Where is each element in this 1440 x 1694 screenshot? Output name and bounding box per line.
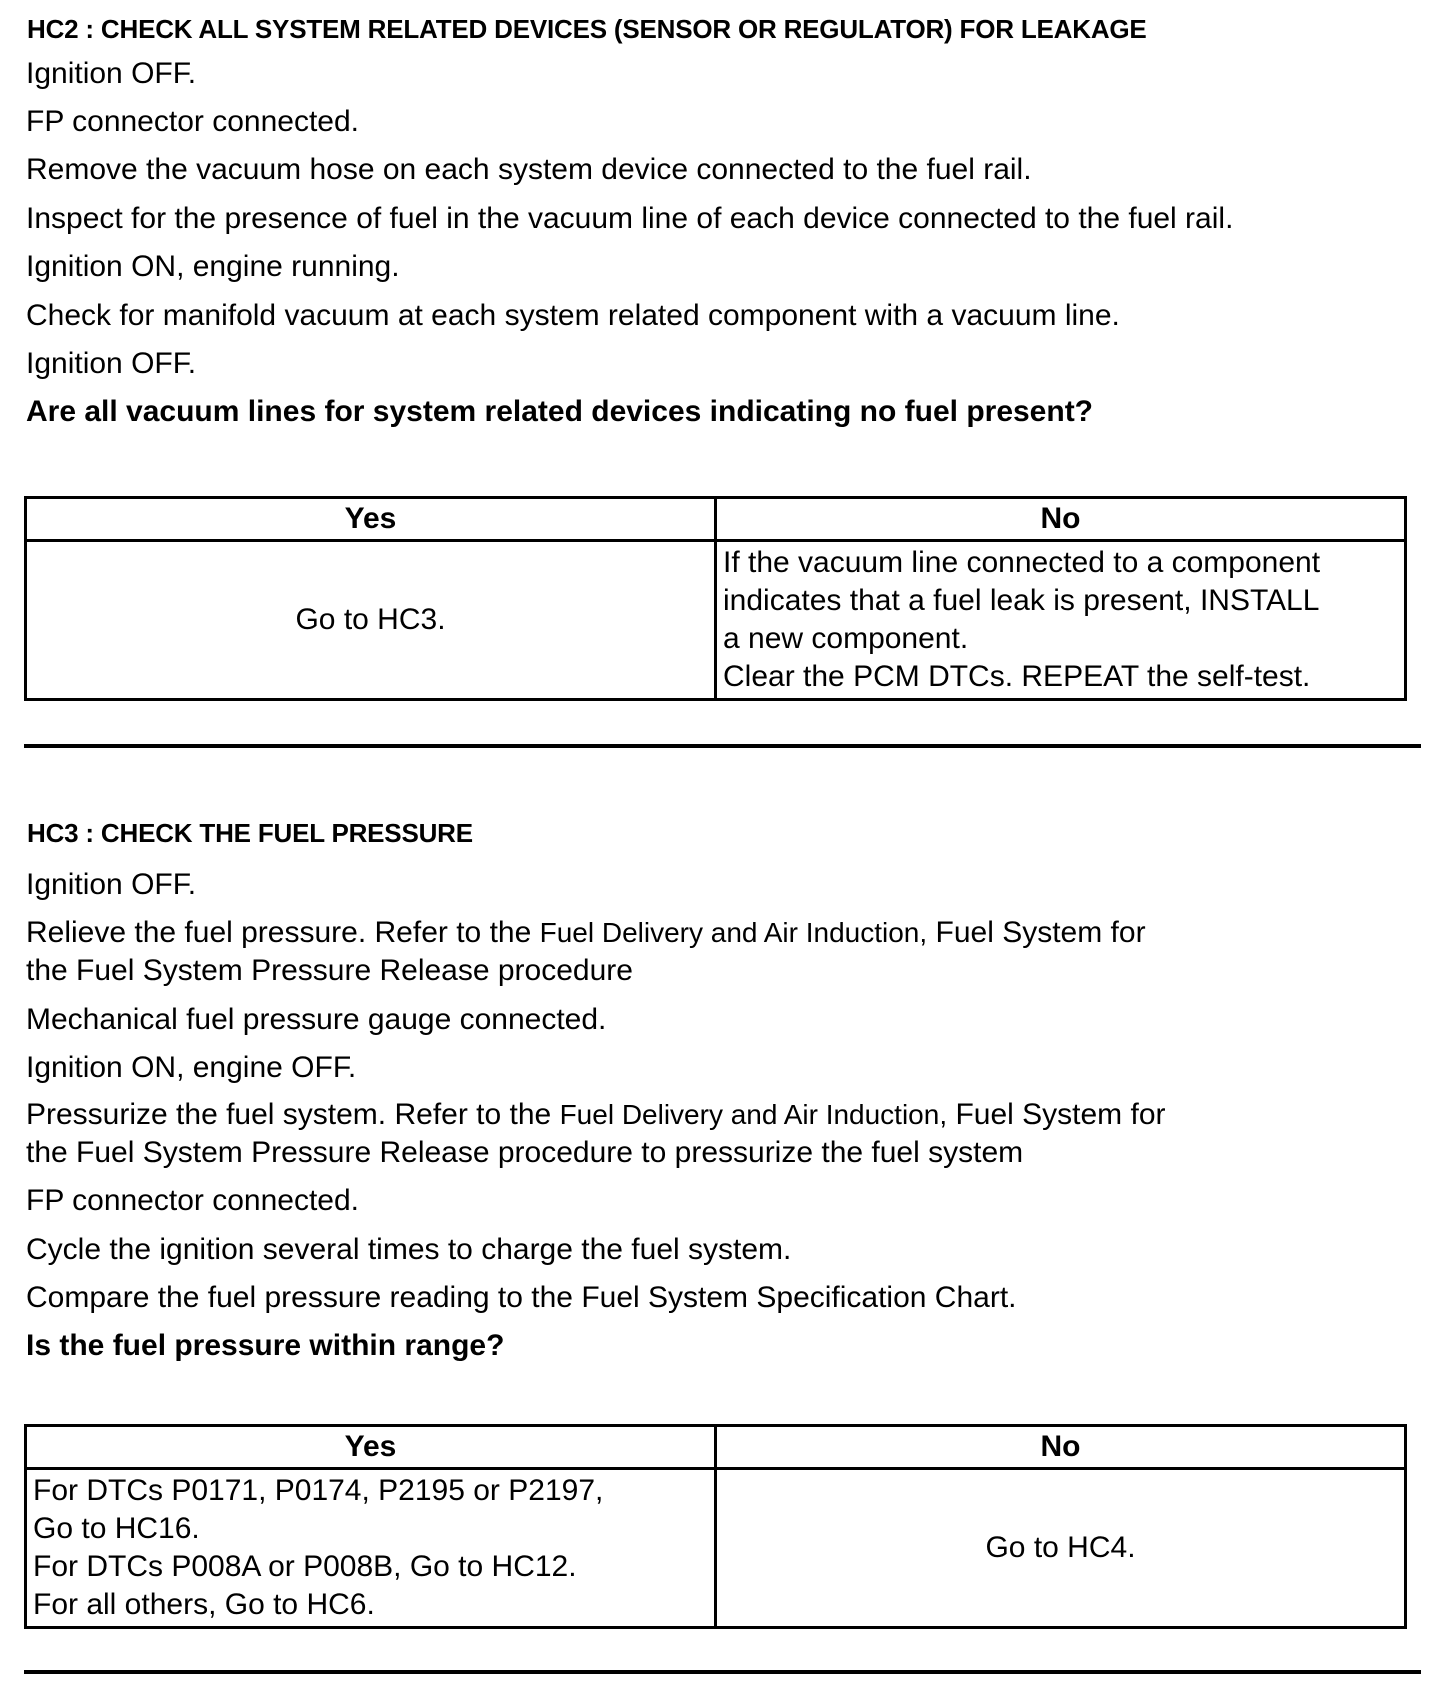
hc3-step-6: FP connector connected. [26, 1184, 359, 1217]
hc2-step-5: Ignition ON, engine running. [26, 250, 400, 283]
hc2-step-2: FP connector connected. [26, 105, 359, 138]
hc2-no-line-2: indicates that a fuel leak is present, INSTALL [723, 584, 1320, 617]
hc3-step-5-reference: Fuel Delivery and Air Induction, [559, 1099, 948, 1130]
hc2-step-3: Remove the vacuum hose on each system device connected to the fuel rail. [26, 153, 1032, 186]
hc3-yes-line-3: For DTCs P008A or P008B, Go to HC12. [33, 1550, 577, 1583]
hc2-no-header: No [716, 498, 1406, 541]
hc3-step-3: Mechanical fuel pressure gauge connected. [26, 1003, 607, 1036]
hc3-yes-no-table [24, 1424, 1407, 1629]
hc3-yes-cell [26, 1469, 716, 1628]
hc3-yes-line-1: For DTCs P0171, P0174, P2195 or P2197, [33, 1474, 604, 1507]
hc3-step-7: Cycle the ignition several times to charge the fuel system. [26, 1233, 792, 1266]
hc3-step-2 [26, 914, 1146, 952]
hc3-step-8: Compare the fuel pressure reading to the Fuel System Specification Chart. [26, 1281, 1017, 1314]
hc2-step-7: Ignition OFF. [26, 347, 197, 380]
hc2-no-line-1: If the vacuum line connected to a component [723, 546, 1321, 579]
hc3-step-5-text-2: Fuel System for [955, 1098, 1166, 1131]
hc2-no-cell [716, 541, 1406, 700]
hc2-step-1: Ignition OFF. [26, 57, 197, 90]
hc3-step-1: Ignition OFF. [26, 868, 197, 901]
hc2-step-6: Check for manifold vacuum at each system related component with a vacuum line. [26, 299, 1120, 332]
hc2-no-line-3: a new component. [723, 622, 969, 655]
hc3-step-2-cont: the Fuel System Pressure Release procedure [26, 954, 633, 987]
hc3-step-2-text-2: Fuel System for [935, 916, 1146, 949]
section-divider-2 [24, 1670, 1421, 1674]
hc2-title: HC2 : CHECK ALL SYSTEM RELATED DEVICES (SENSOR OR REGULATOR) FOR LEAKAGE [27, 14, 1147, 44]
hc3-title: HC3 : CHECK THE FUEL PRESSURE [27, 818, 473, 848]
hc3-step-5-cont: the Fuel System Pressure Release procedure to pressurize the fuel system [26, 1136, 1024, 1169]
hc3-yes-line-2: Go to HC16. [33, 1512, 200, 1545]
hc2-step-4: Inspect for the presence of fuel in the vacuum line of each device connected to the fuel rail. [26, 202, 1234, 235]
hc3-step-5-text: Pressurize the fuel system. Refer to the [26, 1098, 552, 1131]
hc3-step-5 [26, 1096, 1166, 1134]
hc3-yes-header: Yes [26, 1426, 716, 1469]
hc3-question: Is the fuel pressure within range? [26, 1329, 505, 1362]
hc3-no-header: No [716, 1426, 1406, 1469]
hc2-no-line-4: Clear the PCM DTCs. REPEAT the self-test. [723, 660, 1311, 693]
hc3-step-2-text: Relieve the fuel pressure. Refer to the [26, 916, 532, 949]
section-divider-1 [24, 744, 1421, 748]
hc3-no-cell: Go to HC4. [716, 1469, 1406, 1628]
hc3-step-4: Ignition ON, engine OFF. [26, 1051, 357, 1084]
hc2-yes-no-table [24, 496, 1407, 701]
hc3-yes-line-4: For all others, Go to HC6. [33, 1588, 375, 1621]
hc2-question: Are all vacuum lines for system related devices indicating no fuel present? [26, 395, 1094, 428]
hc2-yes-cell: Go to HC3. [26, 541, 716, 700]
hc2-yes-header: Yes [26, 498, 716, 541]
hc3-step-2-reference: Fuel Delivery and Air Induction, [539, 917, 928, 948]
